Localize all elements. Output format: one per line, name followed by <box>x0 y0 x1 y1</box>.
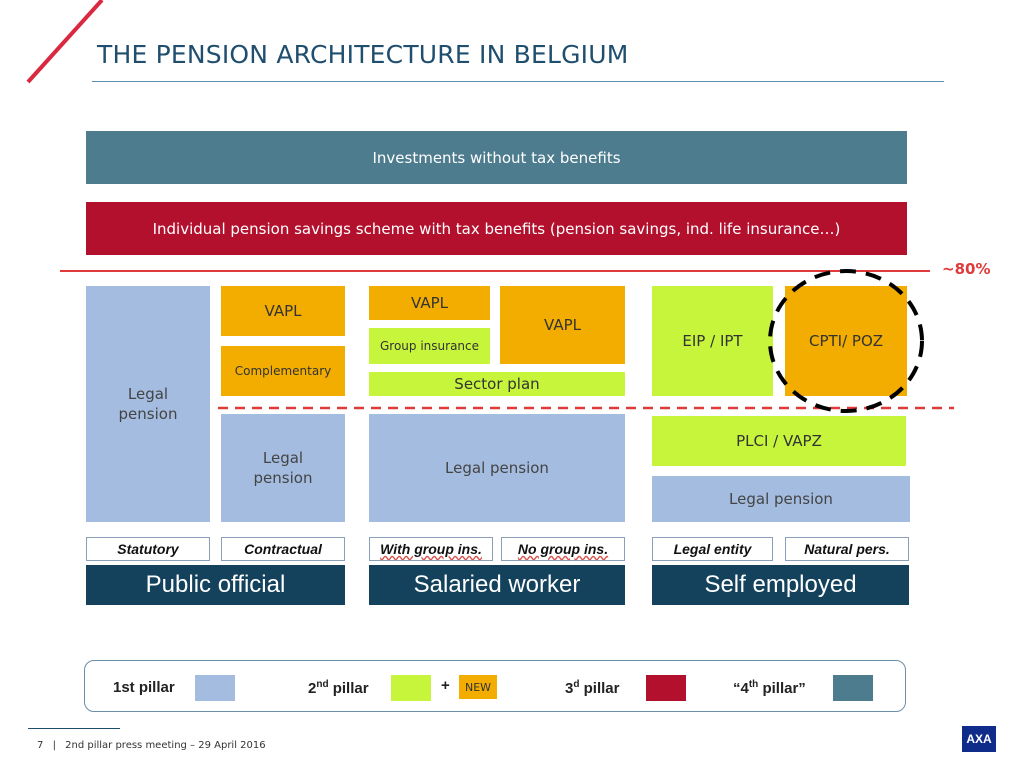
public-vapl-label: VAPL <box>264 302 302 320</box>
category-self-employed-label: Self employed <box>704 571 857 598</box>
sub-contractual-label: Contractual <box>244 541 322 557</box>
footer-divider <box>28 728 120 729</box>
legend-fourth-sup: th <box>748 679 759 690</box>
title-divider <box>92 81 944 82</box>
sub-with-group-ins-label: With group ins. <box>380 541 482 557</box>
legend-third-pillar-swatch <box>646 675 686 701</box>
sub-natural-pers <box>785 537 909 561</box>
public-legal-pension-contractual <box>221 414 345 522</box>
self-plci-vapz-label: PLCI / VAPZ <box>736 432 822 450</box>
salaried-vapl-1 <box>369 286 490 320</box>
category-salaried-worker-label: Salaried worker <box>413 571 581 598</box>
legend-new-swatch <box>459 675 497 699</box>
corner-accent-line <box>0 0 110 90</box>
legend-third-pillar-label <box>565 679 619 697</box>
sub-no-group-ins <box>501 537 625 561</box>
sub-legal-entity <box>652 537 773 561</box>
category-salaried-worker <box>369 565 625 605</box>
category-public-official <box>86 565 345 605</box>
axa-logo <box>962 726 996 752</box>
sub-with-group-ins <box>369 537 493 561</box>
legend-second-pillar-swatch <box>391 675 431 701</box>
sub-no-group-ins-label: No group ins. <box>517 541 609 557</box>
legend-third-sup: d <box>573 679 580 690</box>
self-eip-ipt-label: EIP / IPT <box>682 332 743 350</box>
legend-second-suffix: pillar <box>328 680 369 697</box>
self-eip-ipt <box>652 286 773 396</box>
salaried-sector-plan <box>369 372 625 396</box>
band-individual-pension-savings <box>86 202 907 255</box>
legend-fourth-pillar-label <box>733 679 806 697</box>
salaried-sector-plan-label: Sector plan <box>454 375 540 393</box>
band-investments-label: Investments without tax benefits <box>372 148 621 167</box>
self-legal-pension-label: Legal pension <box>729 490 833 508</box>
footer-separator: | <box>52 740 56 751</box>
salaried-vapl-1-label: VAPL <box>411 294 448 312</box>
public-complementary-label: Complementary <box>234 364 332 378</box>
self-legal-pension <box>652 476 910 522</box>
salaried-vapl-2-label: VAPL <box>544 316 581 334</box>
salaried-legal-pension <box>369 414 625 522</box>
axa-logo-label: AXA <box>966 732 992 746</box>
public-vapl <box>221 286 345 336</box>
legend-first-pillar-label: 1st pillar <box>113 679 175 696</box>
footer-text: 2nd pillar press meeting – 29 April 2016 <box>65 740 266 751</box>
threshold-label: ~80% <box>942 260 991 278</box>
cpti-poz-highlight-circle <box>765 266 927 416</box>
salaried-group-insurance-label: Group insurance <box>379 339 480 353</box>
sub-natural-pers-label: Natural pers. <box>804 541 890 557</box>
sub-legal-entity-label: Legal entity <box>673 541 752 557</box>
category-public-official-label: Public official <box>145 571 286 598</box>
sub-statutory <box>86 537 210 561</box>
legend-second-sup: nd <box>316 679 329 690</box>
legend-new-label: NEW <box>464 680 492 694</box>
footer-page-number: 7 <box>37 740 44 751</box>
legend-plus: + <box>441 677 450 694</box>
legend-second-pillar-label <box>308 679 369 697</box>
self-plci-vapz <box>652 416 906 466</box>
legend-fourth-prefix: “4 <box>733 680 749 697</box>
self-cpti-poz-label: CPTI/ POZ <box>808 332 884 350</box>
salaried-legal-pension-label: Legal pension <box>445 459 549 477</box>
public-legal-pension-statutory <box>86 286 210 522</box>
salaried-group-insurance <box>369 328 490 364</box>
legend-first-pillar-swatch <box>195 675 235 701</box>
sub-statutory-label: Statutory <box>117 541 179 557</box>
salaried-vapl-2 <box>500 286 625 364</box>
public-legal-pension-contractual-label: Legal pension <box>253 449 313 487</box>
legend-third-prefix: 3 <box>565 680 574 697</box>
footer <box>37 740 266 751</box>
public-complementary <box>221 346 345 396</box>
legend-fourth-pillar-swatch <box>833 675 873 701</box>
legend-second-prefix: 2 <box>308 680 317 697</box>
sub-contractual <box>221 537 345 561</box>
band-individual-label: Individual pension savings scheme with tax benefits (pension savings, ind. life insurance…) <box>152 219 841 238</box>
category-self-employed <box>652 565 909 605</box>
page-title: THE PENSION ARCHITECTURE IN BELGIUM <box>97 40 629 69</box>
legend-third-suffix: pillar <box>579 680 620 697</box>
legend-fourth-suffix: pillar” <box>758 680 806 697</box>
band-investments-without-tax-benefits <box>86 131 907 184</box>
public-legal-pension-statutory-label: Legal pension <box>118 385 178 423</box>
